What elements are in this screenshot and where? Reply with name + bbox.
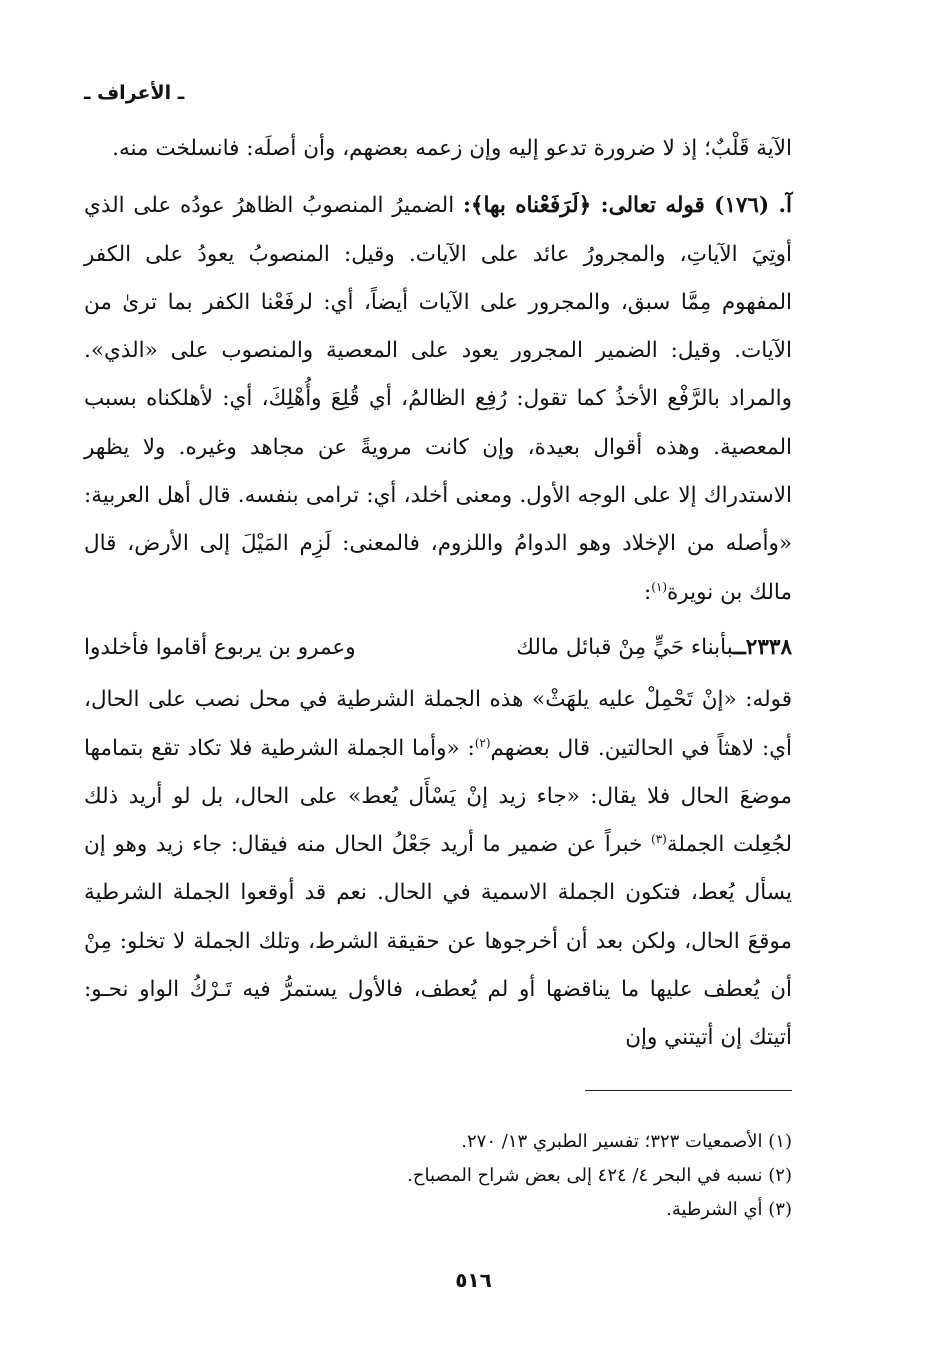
footnote-ref-2: (٢) — [474, 735, 491, 750]
paragraph-3-part-b: : «وأما الجملة الشرطية فلا تكاد تقع بتمامها موضعَ الحال فلا يقال: «جاء زيد إنْ يَسْأَل يُعط» على الحال، بل لو أريد ذلك لجُعِلت الجملة — [84, 735, 792, 858]
verse-first-half — [516, 624, 792, 672]
poetry-verse — [84, 624, 792, 672]
footnote-1: (١) الأصمعيات ٣٢٣؛ تفسير الطبري ١٣/ ٢٧٠. — [461, 1131, 792, 1152]
footnote-3: (٣) أي الشرطية. — [666, 1199, 792, 1220]
paragraph-2-end: : — [643, 579, 652, 605]
running-header: ـ الأعراف ـ — [84, 82, 185, 104]
paragraph-2 — [84, 182, 792, 617]
verse-hemistich-1: بأبناء حَيٍّ مِنْ قبائل مالك — [516, 634, 734, 660]
footnote-divider — [585, 1090, 792, 1091]
page-number: ٥١٦ — [455, 1268, 492, 1292]
paragraph-3-part-c: خبراً عن ضمير ما أريد جَعْلُ الحال منه فيقال: جاء زيد وهو إن يسأل يُعط، فتكون الجملة الاسمية في الحال. نعم قد أوقعوا الجملة الشرطية موقعَ الحال، ولكن بعد أن أخرجوها عن حقيقة الشرط، وتلك الجملة لا تخلو: مِنْ أن يُعطف عليها ما يناقضها أو لم يُعطف، فالأول يستمرُّ فيه تَـرْكُ الواو نحـو: أتيتك إن أتيتني وإن — [84, 832, 792, 1051]
paragraph-3-part-a: قوله: «إنْ تَحْمِلْ عليه يلهَثْ» هذه الجملة الشرطية في محل نصب على الحال، أي: لاهثاً في الحالتين. قال بعضهم — [84, 687, 792, 761]
footnote-ref-1: (١) — [651, 579, 668, 594]
verse-commentary-heading: آ. (١٧٦) قوله تعالى: ﴿لَرَفَعْناه بها﴾: — [462, 193, 792, 219]
paragraph-2-text: الضميرُ المنصوبُ الظاهرُ عودُه على الذي أوتِيَ الآياتِ، والمجرورُ عائد على الآيات. وقيل: المنصوبُ يعودُ على الكفر المفهوم مِمَّا سبق، والمجرور على الآيات أيضاً، أي: لرفَعْنا الكفر بما ترىٰ من الآيات. وقيل: الضمير المجرور يعود على المعصية والمنصوب على «الذي». والمراد بالرَّفْع الأخذُ كما تقول: رُفِع الظالمُ، أي قُلِعَ وأُهْلِكَ، أي: لأهلكناه بسبب المعصية. وهذه أقوال بعيدة، وإن كانت مرويةً عن مجاهد وغيره. ولا يظهر الاستدراك إلا على الوجه الأول. ومعنى أخلد، أي: ترامى بنفسه. قال أهل العربية: «وأصله من الإخلاد وهو الدوامُ واللزوم، فالمعنى: لَزِم المَيْلَ إلى الأرض، قال مالك بن نويرة — [84, 193, 792, 605]
footnote-2: (٢) نسبه في البحر ٤/ ٤٢٤ إلى بعض شراح المصباح. — [407, 1165, 792, 1186]
paragraph-3 — [84, 676, 792, 1062]
footnotes — [84, 1125, 792, 1227]
main-text — [84, 125, 792, 1063]
paragraph-1: الآية قَلْبٌ؛ إذ لا ضرورة تدعو إليه وإن زعمه بعضهم، وأن أصلَه: فانسلخت منه. — [112, 136, 792, 161]
footnote-ref-3: (٣) — [651, 832, 667, 846]
verse-number: ٢٣٣٨ــ — [733, 634, 792, 660]
verse-hemistich-2: وعمرو بن يربوع أقاموا فأخلدوا — [84, 634, 356, 660]
